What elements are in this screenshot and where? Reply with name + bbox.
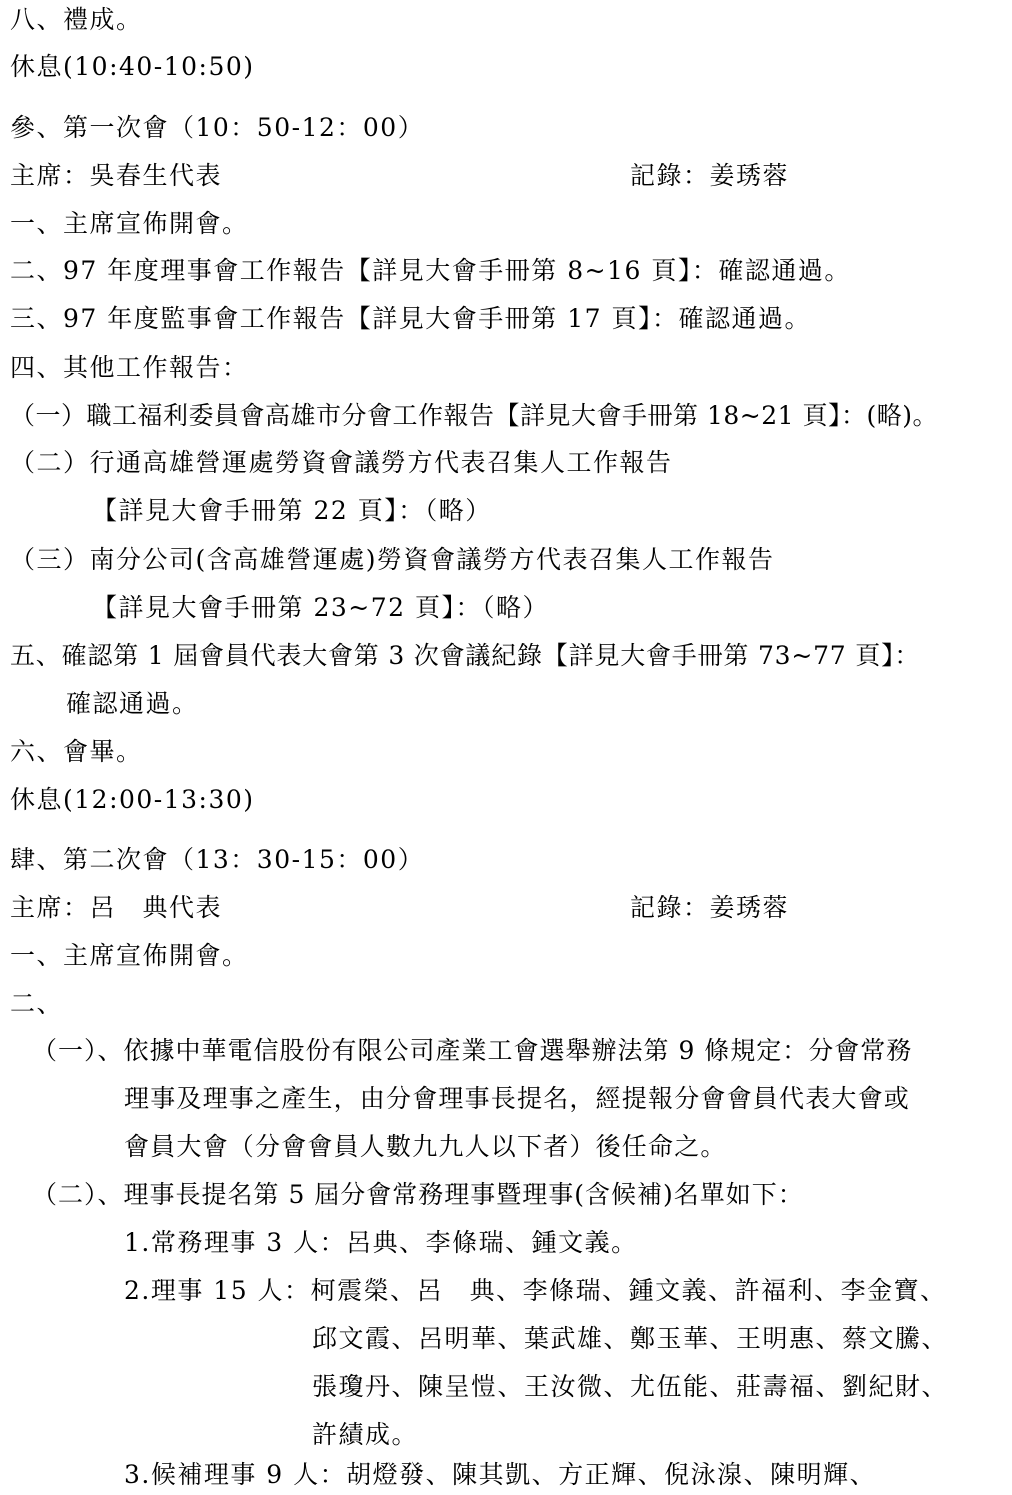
session-2-chair: 主席：呂 典代表 (10, 893, 223, 922)
break-2: 休息(12:00-13:30) (10, 785, 255, 814)
nominee-directors-names-1: 柯震榮、呂 典、李條瑞、鍾文義、許福利、李金寶、 (310, 1276, 947, 1305)
nominee-directors-line-2: 邱文霞、呂明華、葉武雄、鄭玉華、王明惠、蔡文騰、 (312, 1324, 949, 1353)
subitem-south-branch-report: （三）南分公司(含高雄營運處)勞資會議勞方代表召集人工作報告 (10, 545, 775, 574)
item-open-meeting-2: 一、主席宣佈開會。 (10, 941, 249, 970)
subitem-election-rule: （一）、依據中華電信股份有限公司產業工會選舉辦法第 9 條規定：分會常務 (32, 1036, 913, 1065)
session-2-recorder: 記錄：姜琇蓉 (630, 893, 790, 922)
session-1-heading: 參、第一次會（10：50-12：00） (10, 113, 425, 142)
item-two: 二、 (10, 989, 64, 1018)
subitem-nomination: （二）、理事長提名第 5 屆分會常務理事暨理事(含候補)名單如下： (32, 1180, 804, 1209)
subitem-kaohsiung-report: （二）行通高雄營運處勞資會議勞方代表召集人工作報告 (10, 448, 673, 477)
item-adjourn: 六、會畢。 (10, 737, 143, 766)
item-board-report: 二、97 年度理事會工作報告【詳見大會手冊第 8~16 頁】：確認通過。 (10, 256, 851, 285)
break-1: 休息(10:40-10:50) (10, 52, 255, 81)
subitem-south-branch-ref: 【詳見大會手冊第 23~72 頁】：（略） (92, 593, 549, 622)
item-confirm-minutes: 五、確認第 1 屆會員代表大會第 3 次會議紀錄【詳見大會手冊第 73~77 頁】： (10, 641, 921, 670)
session-1-recorder: 記錄：姜琇蓉 (630, 161, 790, 190)
nominee-standing-directors: 1.常務理事 3 人：呂典、李條瑞、鍾文義。 (124, 1228, 638, 1257)
nominee-alternate-directors: 3.候補理事 9 人：胡燈發、陳其凱、方正輝、倪泳湶、陳明輝、 (124, 1460, 877, 1489)
item-supervisors-report: 三、97 年度監事會工作報告【詳見大會手冊第 17 頁】：確認通過。 (10, 304, 811, 333)
session-1-chair-line (10, 156, 1000, 196)
closing-item: 八、禮成。 (10, 5, 143, 34)
nominee-directors-line-4: 許績成。 (312, 1420, 419, 1449)
subitem-election-rule-cont-2: 會員大會（分會會員人數九九人以下者）後任命之。 (124, 1132, 727, 1161)
item-open-meeting: 一、主席宣佈開會。 (10, 209, 249, 238)
item-confirm-minutes-cont: 確認通過。 (66, 689, 199, 718)
subitem-election-rule-cont-1: 理事及理事之產生，由分會理事長提名，經提報分會會員代表大會或 (124, 1084, 911, 1113)
session-1-chair: 主席：吳春生代表 (10, 161, 223, 190)
item-other-reports: 四、其他工作報告： (10, 353, 249, 382)
subitem-kaohsiung-ref: 【詳見大會手冊第 22 頁】：（略） (92, 496, 492, 525)
session-2-chair-line (10, 888, 1000, 928)
subitem-welfare-report: （一）職工福利委員會高雄市分會工作報告【詳見大會手冊第 18~21 頁】：(略)。 (10, 401, 938, 430)
nominee-directors-line-1 (124, 1271, 947, 1311)
nominee-directors-label: 2.理事 15 人： (124, 1276, 311, 1305)
nominee-directors-line-3: 張瓊丹、陳呈愷、王汝微、尤伍能、莊壽福、劉紀財、 (312, 1372, 949, 1401)
session-2-heading: 肆、第二次會（13：30-15：00） (10, 845, 425, 874)
